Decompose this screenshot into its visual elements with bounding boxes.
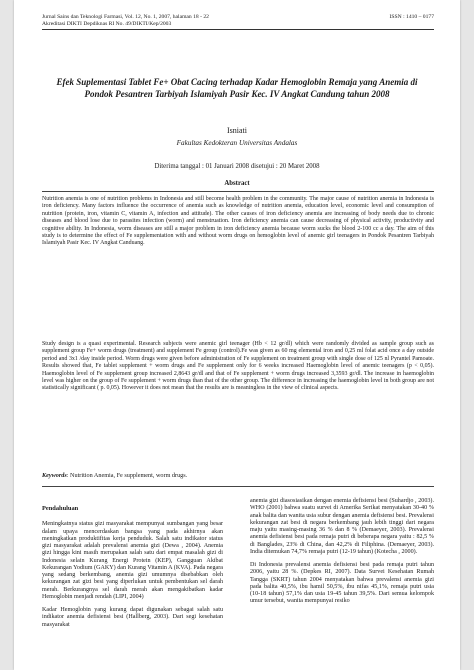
section-heading: Pendahuluan	[42, 505, 79, 512]
journal-citation: Jurnal Sains dan Teknologi Farmasi, Vol. 12, No. 1, 2007, halaman 18 - 22	[42, 14, 209, 20]
received-accepted-dates: Diterima tanggal : 01 Januari 2008 disetujui : 20 Maret 2008	[154, 163, 320, 170]
body-paragraph: Di Indonesia prevalensi anemia defisiensi besi pada remaja putri tahun 2006, yaitu 28 %. (Depkes RI, 2007). Data Survei Kesehatan Rumah Tangga (SKRT) tahun 2004 menyatakan bahwa prevalensi anemia gizi pada balita 40,5%, ibu hamil 50,5%, ibu nifas 45,1%, remaja putri usia (10-18 tahun) 57,1% dan usia 19-45 tahun 39,5%. Dari semua kelompok umur tersebut, wanita mempunyai resiko	[250, 562, 434, 605]
keywords-text: : Nutrition Anemia, Fe supplement, worm drugs.	[66, 472, 188, 479]
body-column-right	[250, 498, 434, 612]
abstract-bottom-rule	[42, 486, 434, 487]
body-paragraph: anemia gizi diasosiasikan dengan enemia defisiensi besi (Suhardjo , 2003). WHO (2001) bahwa suatu survei di Amerika Serikat menyatakan 30-40 % anak balita dan wanita usia subur dengan anemia defisiensi besi. Prevalensi kekurangan zat besi di negara berkembang jauh lebih tinggi dari negara maju yaitu masing-masing 36 % dan 8 % (Demaeyer, 2003). Prevalensi anemia defisiensi besi pada remaja putri di beberapa negara yaitu : 82,5 % di Banglades, 23% di China, dan 42,2% di Filiphina. (Demaeyer, 2003). India ditemukan 74,7% remaja putri (12-19 tahun) (Kotecha , 2000).	[250, 498, 434, 555]
keywords	[42, 472, 434, 479]
running-header	[42, 14, 302, 28]
abstract-heading: Abstract	[224, 180, 250, 187]
body-paragraph: Kadar Hemoglobin yang kurang dapat digunakan sebagai salah satu indikator anemia defisiensi besi (Hallberg, 2003). Dari segi kesehatan masyarakat	[42, 607, 223, 628]
accreditation-line: Akreditasi DIKTI Depdiknas RI No. 49/DIKTI/Kep/2003	[42, 21, 172, 27]
author-affiliation: Fakultas Kedokteran Universitas Andalas	[176, 139, 298, 147]
abstract-paragraph-2: Study design is a quasi experimental. Research subjects were anemic girl teenager (Hb < 12 gr/dl) which were randomly divided as sample group such as supplement group Fe+ worm drugs (treatment) and supplement Fe group (control).Fe was given as 60 mg elemental iron and 0,25 ml folat acid once a day outside period and 3x1 /day inside period. Worm drugs were given before administration of Fe supplement on treatment group with single dose of 125 nl Pyrantel Pamoate. Results showed that, Fe tablet supplement + worm drugs and Fe supplement only for 6 weeks increased Haemoglobin level of anemic teenagers (p < 0,05). Haemoglobin level of Fe supplement group increased 2,8643 gr/dl and that of Fe supplement + worm drugs increased 3,3593 gr/dl. The increase in haemoglobin level was higher on the group of Fe supplement + worm drugs than that of the other group. The difference in increasing the haemoglobin level in both group are not statistically significant ( p. 0,05). However it does not mean that the results are is meaningless in the view of clinical aspects.	[42, 341, 434, 392]
author-name: Isniati	[227, 126, 247, 135]
header-rule	[42, 29, 434, 30]
issn: ISSN : 1410 – 0177	[389, 14, 434, 20]
journal-page	[14, 0, 460, 670]
abstract-top-rule	[42, 191, 434, 192]
keywords-label: Keywords	[42, 472, 67, 479]
article-title: Efek Suplementasi Tablet Fe+ Obat Cacing terhadap Kadar Hemoglobin Remaja yang Anemia di Pondok Pesantren Tarbiyah Islamiyah Pasir Kec. IV Angkat Candung tahun 2008	[56, 77, 418, 99]
body-paragraph: Meningkatnya status gizi masyarakat mempunyai sumbangan yang besar dalam upaya mencerdaskan bangsa yang pada akhirnya akan meningkatkan produktifitas kerja penduduk. Salah satu indikator status gizi masyarakat adalah prevalensi anemia gizi (Dewa , 2004). Anemia gizi hingga kini masih merupakan salah satu dari empat masalah gizi di Indonesia selain Kurang Energi Protein (KEP), Gangguan Akibat Kekurangan Yodium (GAKY) dan Kurang Vitamin A (KVA). Pada negara yang sedang berkembang, anemia gizi umumnya disebabkan oleh kekurangan zat gizi besi yang diperlukan untuk pembentukan sel darah merah. Berkurangnya sel darah merah akan mengakibatkan kadar Hemoglobin menjadi rendah (LIPI, 2004)	[42, 521, 223, 600]
abstract-paragraph-1: Nutrition anemia is one of nutrition problems in Indonesia and still become health problem in the community. The major cause of nutrition anemia in Indonesia is iron deficiency. Many factors influence the occurrence of anemia such as knowledge of nutrition anemia, education level, economic level and consumption of nutrition (protein, iron, vitamin C, vitamin A, infection and attitude). The other causes of iron deficiency anemia are increasing of body needs due to chronic diseases and blood lose due to parasites infection (worm) and menstruation. Iron deficiency anemia can cause decreasing of physical activity, productivity and cognitive ability. In Indonesia, worm diseases are still a major problem in iron deficiency anemia because worm sucks the blood 2-100 cc a day. The aim of this study is to determine the effect of Fe supplementation with and without worm drugs on hemoglobin level of anemic girl teenagers in Pondok Pesantren Tarbiyah Islamiyah Pasir Kec. IV Angkat Canduang.	[42, 196, 434, 247]
body-column-left	[42, 498, 223, 635]
